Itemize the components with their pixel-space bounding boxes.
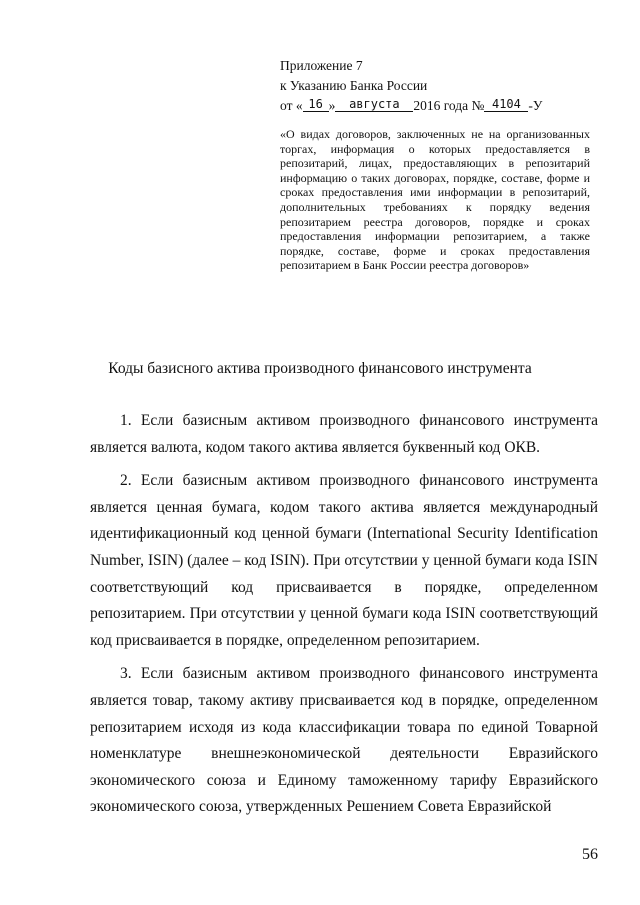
page-title: Коды базисного актива производного финансового инструмента — [108, 360, 532, 377]
year-text: 2016 года № — [413, 98, 485, 113]
order-number-field: 4104 — [484, 97, 528, 112]
order-subject: «О видах договоров, заключенных не на организованных торгах, информация о которых предоставляется в репозитарий, лицах, предоставляющих в репозитарий информацию о таких договорах, порядке, составе, форме и сроках предоставления ими информации в репозитарий, дополнительных требованиях к порядку ведения репозитарием реестра договоров, порядке и сроках предоставления информации репозитарием, а также порядке, составе, форме и сроках предоставления репозитарием в Банк России реестра договоров» — [280, 127, 590, 273]
order-reference: к Указанию Банка России — [280, 78, 428, 93]
document-body — [90, 408, 598, 828]
month-field: августа — [335, 97, 413, 112]
day-field: 16 — [303, 97, 329, 112]
paragraph-3: 3. Если базисным активом производного финансового инструмента является товар, такому активу присваивается код в порядке, определенном репозитарием исходя из кода классификации товара по единой Товарной номенклатуре внешнеэкономической деятельности Евразийского экономического союза и Единому таможенному тарифу Евразийского экономического союза, утвержденных Решением Совета Евразийской — [90, 665, 598, 816]
appendix-label: Приложение 7 — [280, 58, 363, 73]
page-number: 56 — [582, 846, 598, 863]
order-number-suffix: -У — [528, 98, 543, 113]
date-prefix: от « — [280, 98, 303, 113]
day-suffix: » — [328, 98, 336, 113]
order-date-number-line — [280, 96, 594, 116]
paragraph-2: 2. Если базисным активом производного финансового инструмента является ценная бумага, кодом такого актива является международный идентификационный код ценной бумаги (International Security Identification Number, ISIN) (далее – код ISIN). При отсутствии у ценной бумаги кода ISIN соответствующий код присваивается в порядке, определенном репозитарием. При отсутствии у ценной бумаги кода ISIN соответствующий код присваивается в порядке, определенном репозитарием. — [90, 472, 598, 649]
paragraph-1: 1. Если базисным активом производного финансового инструмента является валюта, кодом такого актива является буквенный код ОКВ. — [90, 412, 598, 456]
appendix-header — [280, 56, 594, 116]
